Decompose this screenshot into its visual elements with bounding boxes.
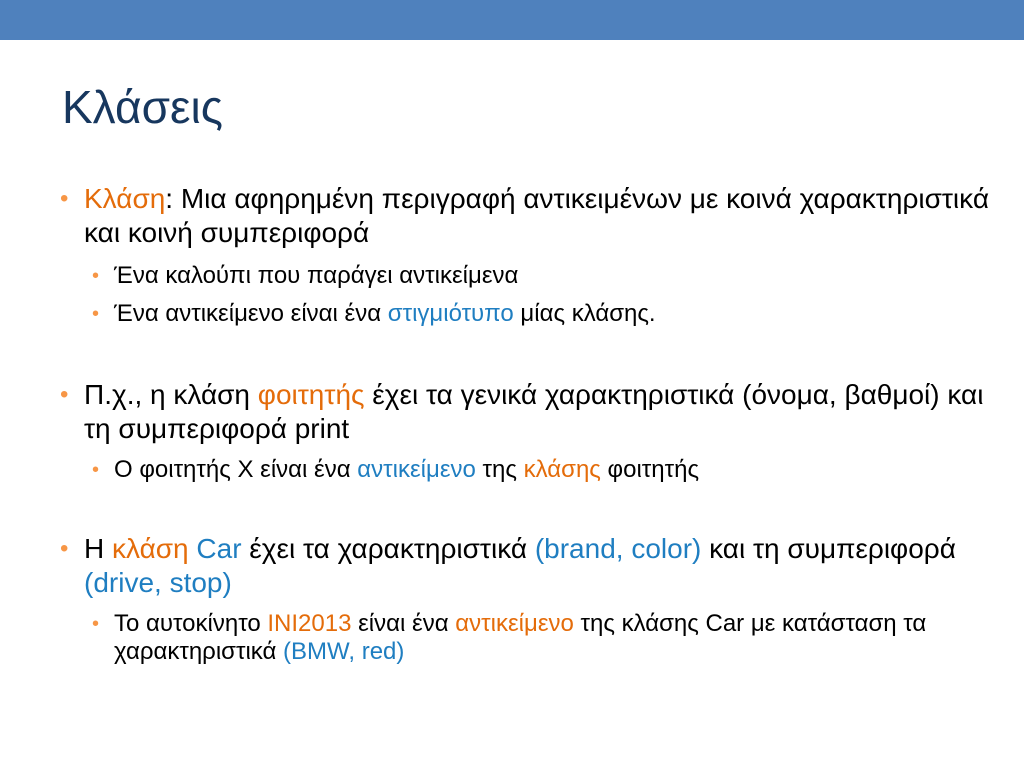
bullet-dot: • [92,613,100,635]
sub-bullet-student-object [90,456,984,484]
bullet-dot: • [92,459,100,481]
class-definition-text: : Μια αφηρημένη περιγραφή αντικειμένων με κοινά χαρακτηριστικά και κοινή συμπεριφορά [84,183,989,248]
sub-bullet-mold [90,262,984,290]
bullet-dot: • [60,535,69,562]
sub-bullet-instance [90,300,984,328]
car-instance-id: INI2013 [267,610,352,637]
term-instance: στιγμιότυπο [387,300,514,327]
car-attributes: (brand, color) [534,533,702,564]
bullet-dot: • [92,265,100,287]
student-object-pre: Ο φοιτητής Χ είναι ένα [114,456,358,483]
car-object-mid2: της κλάσης Car με κατάσταση τα χαρακτηριστικά [114,610,927,665]
bullet-dot: • [60,185,69,212]
term-student: φοιτητής [257,379,365,410]
car-values: (BMW, red) [283,638,405,665]
student-object-mid: της [475,456,524,483]
car-behavior: (drive, stop) [84,567,232,598]
student-text-post: έχει τα γενικά χαρακτηριστικά (όνομα, βαθμοί) και τη συμπεριφορά print [84,379,984,444]
top-accent-bar [0,0,1024,40]
term-class: κλάσης [523,456,601,483]
bullet-car-example [60,532,994,600]
class-name-car: Car [196,533,242,564]
term-object: αντικείμενο [455,610,574,637]
term-class: Κλάση [84,183,166,214]
sub-bullet-car-object [90,610,984,666]
slide-title: Κλάσεις [62,81,223,133]
mold-text: Ένα καλούπι που παράγει αντικείμενα [114,262,519,289]
car-object-mid: είναι ένα [351,610,456,637]
bullet-dot: • [60,381,69,408]
car-text-mid2: και τη συμπεριφορά [701,533,956,564]
instance-text-pre: Ένα αντικείμενο είναι ένα [114,300,388,327]
car-text-pre: Η [84,533,112,564]
student-text-pre: Π.χ., η κλάση [84,379,258,410]
term-class: κλάση [112,533,189,564]
bullet-dot: • [92,303,100,325]
bullet-student-example [60,378,994,446]
instance-text-post: μίας κλάσης. [513,300,656,327]
student-object-post: φοιτητής [600,456,700,483]
car-text-mid: έχει τα χαρακτηριστικά [241,533,535,564]
bullet-class-definition [60,182,994,250]
car-object-pre: Το αυτοκίνητο [114,610,268,637]
term-object: αντικείμενο [357,456,476,483]
